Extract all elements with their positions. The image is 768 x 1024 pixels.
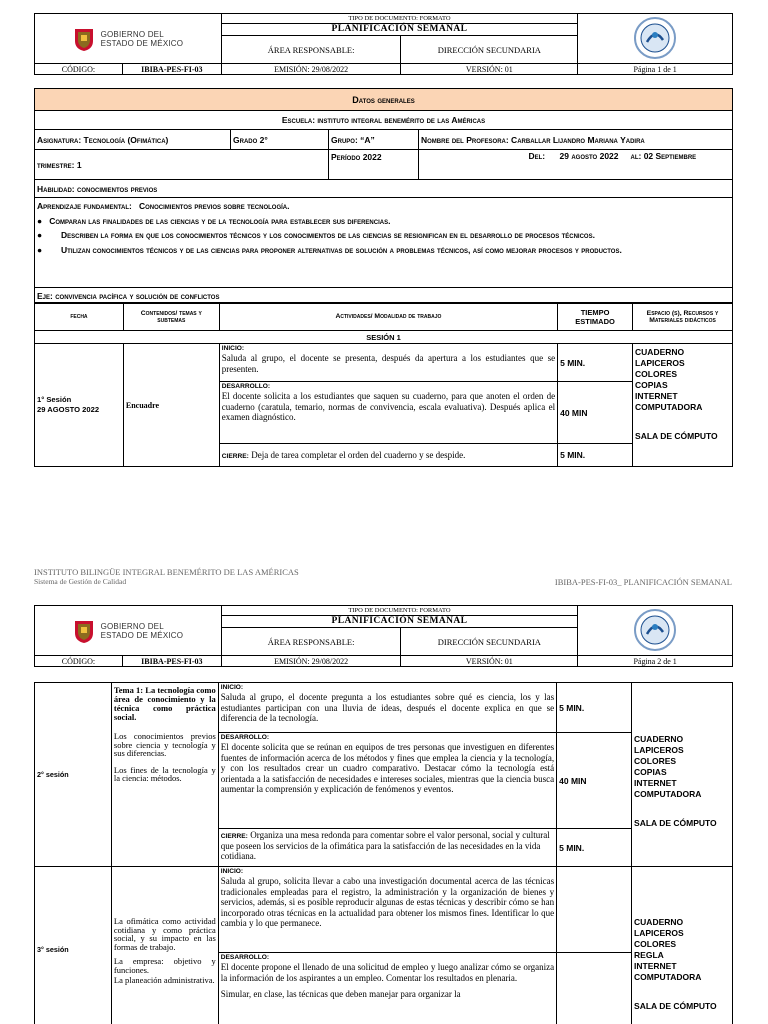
page1-header [34, 13, 733, 64]
school-name: Escuela: instituto integral benemérito de las Américas [35, 111, 733, 130]
session2-desarrollo [218, 733, 556, 829]
res-item: COMPUTADORA [634, 788, 702, 799]
gov-logo-cell [35, 606, 222, 656]
del-label: Del: [528, 151, 546, 161]
session3-topic-b: La empresa: objetivo y funciones. [113, 956, 216, 975]
session1-cierre [219, 444, 557, 467]
session2-time3: 5 MIN. [557, 829, 632, 867]
title-cell [221, 606, 577, 628]
cierre-label: CIERRE: [221, 452, 249, 460]
res-item: LAPICEROS [635, 358, 685, 368]
res-item: COMPUTADORA [635, 402, 703, 412]
emission-date: EMISIÓN: 29/08/2022 [221, 64, 401, 75]
col-activities: Actividades/ Modalidad de trabajo [219, 303, 557, 331]
session2-cierre [218, 829, 556, 867]
res-item: COMPUTADORA [634, 972, 702, 982]
session1-date-line1: 1° Sesión [37, 395, 72, 404]
res-item: CUADERNO [634, 733, 684, 744]
version: VERSIÓN: 01 [401, 64, 578, 75]
title-cell [221, 14, 577, 36]
session3-topic-a: La ofimática como actividad cotidiana y como práctica social, y su impacto en las formas de trabajo. [113, 916, 216, 952]
res-item: COLORES [634, 755, 677, 766]
desarrollo-text: El docente solicita que se reúnan en equipos de tres personas que investiguen en diferentes fuentes de información acerca de los métodos y fines que emplea la ciencia y la tecnología, y con los resultados crear un cuadro comparativo. Destacar cómo la tecnología está orientada a la satisfacción de necesidades e intereses sociales, mientras que la ciencia busca aumentar la comprensión y explicación de fenómenos y eventos. [220, 742, 555, 794]
session2-time1: 5 MIN. [557, 683, 632, 733]
session3-resources [632, 867, 733, 1024]
desarrollo-label: DESARROLLO: [220, 734, 270, 741]
res-item: LAPICEROS [634, 744, 684, 755]
session1-date-line2: 29 AGOSTO 2022 [37, 405, 100, 414]
doc-type: TIPO DE DOCUMENTO: FORMATO [222, 607, 577, 616]
inicio-text: Saluda al grupo, solicita llevar a cabo una investigación documental acerca de las técnicas tradicionales empleadas para el registro, la administración y la organización de bienes y servicios, además, si es posible reproducir algunas de estas técnicas y describir cómo se han incorporado otras técnicas en la actualidad para obtener los mismos fines. Identificar lo que cambia y lo que permanece. [220, 876, 555, 928]
general-heading: Datos generales [35, 89, 733, 111]
col-date: fecha [35, 303, 124, 331]
session2-topic-title: Tema 1: La tecnología como área de conocimiento y la técnica como práctica social. [113, 685, 216, 722]
bullet-3: Utilizan conocimientos técnicos y de las ciencias para proponer alternativas de solución a problemas técnicos, así como mejorar procesos y productos. [61, 244, 622, 255]
session1-desarrollo [219, 382, 557, 444]
col-time: TIEMPO ESTIMADO [558, 303, 633, 331]
plan-title: PLANIFICACIÓN SEMANAL [331, 23, 468, 34]
res-item: REGLA [634, 950, 664, 960]
session2-3-table [34, 682, 733, 1024]
res-item: COPIAS [634, 766, 667, 777]
desarrollo-text: El docente solicita a los estudiantes que saquen su cuaderno, para que anoten el orden de cuaderno (caratula, temario, normas de convivencia, escala evaluativa). Después aplica el examen diagnóstico. [221, 391, 556, 422]
grade: Grado 2° [231, 130, 329, 150]
period-del [419, 150, 629, 180]
session3-desarrollo [218, 953, 556, 1024]
desarrollo-text-2: Simular, en clase, las técnicas que deben manejar para organizar la [220, 989, 461, 999]
session2-resources [632, 683, 733, 867]
res-room: SALA DE CÓMPUTO [634, 817, 717, 828]
res-item: CUADERNO [634, 917, 684, 927]
cierre-label: CIERRE: [220, 833, 248, 840]
page-number: Página 1 de 1 [578, 64, 733, 75]
session1-inicio [219, 344, 557, 382]
inicio-text: Saluda al grupo, el docente se presenta, después da apertura a los estudiantes que se presenten. [221, 353, 556, 374]
code-label: CÓDIGO: [35, 656, 123, 667]
trimester: trimestre: 1 [35, 150, 329, 180]
gov-shield-icon [73, 26, 95, 52]
session2-topic-a: Los conocimientos previos sobre ciencia y tecnología y sus diferencias. [113, 731, 216, 758]
learning-value: Conocimientos previos sobre tecnología. [138, 201, 290, 211]
session1-content: Encuadre [123, 344, 219, 467]
footer-doc: IBIBA-PES-FI-03_ PLANIFICACIÓN SEMANAL [554, 577, 732, 587]
inicio-label: INICIO: [220, 868, 244, 875]
session3-content [111, 867, 218, 1024]
emission-date: EMISIÓN: 29/08/2022 [221, 656, 401, 667]
session1-time1: 5 MIN. [558, 344, 633, 382]
session3-time1-empty [557, 867, 632, 953]
desarrollo-text: El docente propone el llenado de una solicitud de empleo y luego analizar cómo se organiza la información de los aspirantes a un empleo. Comentar los resultados en plenaria. [220, 962, 555, 983]
learning-block: Aprendizaje fundamental: Conocimientos previos sobre tecnología. ● Comparan las finalidades de las ciencias y de la tecnología para establecer sus diferencias. ● Describen la forma en que los conocimientos técnicos y los conocimientos de las ciencias se resignifican en el desarrollo de procesos técnicos. ● Utilizan conocimientos técnicos y de las ciencias para proponer alternativas de solución a problemas técnicos, así como mejorar procesos y productos. [35, 198, 733, 288]
axis: Eje: convivencia pacífica y solución de conflictos [35, 288, 733, 304]
session2-date: 2° sesión [35, 683, 112, 867]
cierre-text: Organiza una mesa redonda para comentar sobre el valor personal, social y cultural que poseen los servicios de la ofimática para la satisfacción de las necesidades en la vida cotidiana. [220, 830, 550, 861]
res-item: INTERNET [634, 777, 677, 788]
doc-type: TIPO DE DOCUMENTO: FORMATO [222, 15, 577, 24]
group: Grupo: “A” [329, 130, 419, 150]
gov-shield-icon [73, 618, 95, 644]
bullet-1: Comparan las finalidades de las ciencias y de la tecnología para establecer sus diferencias. [49, 215, 391, 226]
area-value: DIRECCIÓN SECUNDARIA [401, 36, 578, 64]
learning-title: Aprendizaje fundamental: [37, 201, 132, 211]
general-data-table [34, 88, 733, 304]
area-value: DIRECCIÓN SECUNDARIA [401, 628, 578, 656]
gov-logo-cell [35, 14, 222, 64]
code-value: IBIBA-PES-FI-03 [122, 64, 221, 75]
session1-date [35, 344, 124, 467]
res-item: COPIAS [635, 380, 668, 390]
code-value: IBIBA-PES-FI-03 [122, 656, 221, 667]
res-item: CUADERNO [635, 347, 685, 357]
session1-time3: 5 MIN. [558, 444, 633, 467]
gov-line2: ESTADO DE MÉXICO [100, 38, 184, 48]
school-seal-icon [633, 608, 677, 652]
gov-logo [35, 26, 221, 52]
res-item: COLORES [634, 939, 677, 949]
gov-line1: GOBIERNO DEL [100, 621, 164, 631]
desarrollo-label: DESARROLLO: [220, 954, 270, 961]
school-seal-cell [578, 14, 733, 64]
session3-topic-c: La planeación administrativa. [113, 975, 215, 985]
period-label: Período 2022 [329, 150, 419, 180]
col-content: Contenidos/ temas y subtemas [123, 303, 219, 331]
teacher-name: Nombre del Profesora: Carballar Lijandro Mariana Yadira [419, 130, 733, 150]
gov-logo [35, 618, 221, 644]
cierre-text: Deja de tarea completar el orden del cuaderno y se despide. [251, 449, 466, 460]
inicio-label: INICIO: [221, 345, 245, 352]
page-number: Página 2 de 1 [578, 656, 733, 667]
inicio-text: Saluda al grupo, el docente pregunta a los estudiantes sobre qué es ciencia, los y las estudiantes participan con una lluvia de ideas, después el docente explica en que se diferencia de la tecnología. [220, 692, 555, 723]
school-seal-icon [633, 16, 677, 60]
res-item: INTERNET [634, 961, 677, 971]
session1-heading: SESIÓN 1 [35, 331, 733, 344]
school-seal-cell [578, 606, 733, 656]
session2-content [111, 683, 218, 867]
area-label: ÁREA RESPONSABLE: [221, 628, 401, 656]
gov-line2: ESTADO DE MÉXICO [100, 630, 184, 640]
session2-topic-b: Los fines de la tecnología y la ciencia: métodos. [113, 764, 216, 783]
res-item: LAPICEROS [634, 928, 684, 938]
desarrollo-label: DESARROLLO: [221, 383, 271, 390]
code-label: CÓDIGO: [35, 64, 123, 75]
col-resources: Espacio (s), Recursos y Materiales didácticos [633, 303, 733, 331]
session3-date: 3° sesión [35, 867, 112, 1024]
session3-time2-empty [557, 953, 632, 1024]
footer-system: Sistema de Gestión de Calidad [34, 577, 127, 586]
page1-meta-row [34, 63, 733, 75]
session3-inicio [218, 867, 556, 953]
session1-table [34, 302, 733, 467]
session1-resources [633, 344, 733, 467]
session1-time2: 40 MIN [558, 382, 633, 444]
res-room: SALA DE CÓMPUTO [635, 431, 718, 441]
al-label: al: 02 Septiembre [629, 150, 733, 180]
footer-school: INSTITUTO BILINGÜE INTEGRAL BENEMÉRITO DE LAS AMÉRICAS [34, 567, 299, 577]
session2-inicio [218, 683, 556, 733]
plan-title: PLANIFICACIÓN SEMANAL [331, 615, 468, 626]
page2-header [34, 605, 733, 656]
res-item: COLORES [635, 369, 678, 379]
footer-left [34, 567, 299, 586]
gov-line1: GOBIERNO DEL [100, 29, 164, 39]
version: VERSIÓN: 01 [401, 656, 578, 667]
page2-meta-row [34, 655, 733, 667]
inicio-label: INICIO: [220, 684, 244, 691]
subject: Asignatura: Tecnología (Ofimática) [35, 130, 231, 150]
bullet-2: Describen la forma en que los conocimientos técnicos y los conocimientos de las ciencias se resignifican en el desarrollo de procesos técnicos. [61, 230, 595, 240]
del-value: 29 agosto 2022 [559, 151, 619, 161]
res-room: SALA DE CÓMPUTO [634, 1001, 717, 1011]
skill: Habilidad: conocimientos previos [35, 180, 733, 198]
area-label: ÁREA RESPONSABLE: [221, 36, 401, 64]
res-item: INTERNET [635, 391, 678, 401]
session2-time2: 40 MIN [557, 733, 632, 829]
